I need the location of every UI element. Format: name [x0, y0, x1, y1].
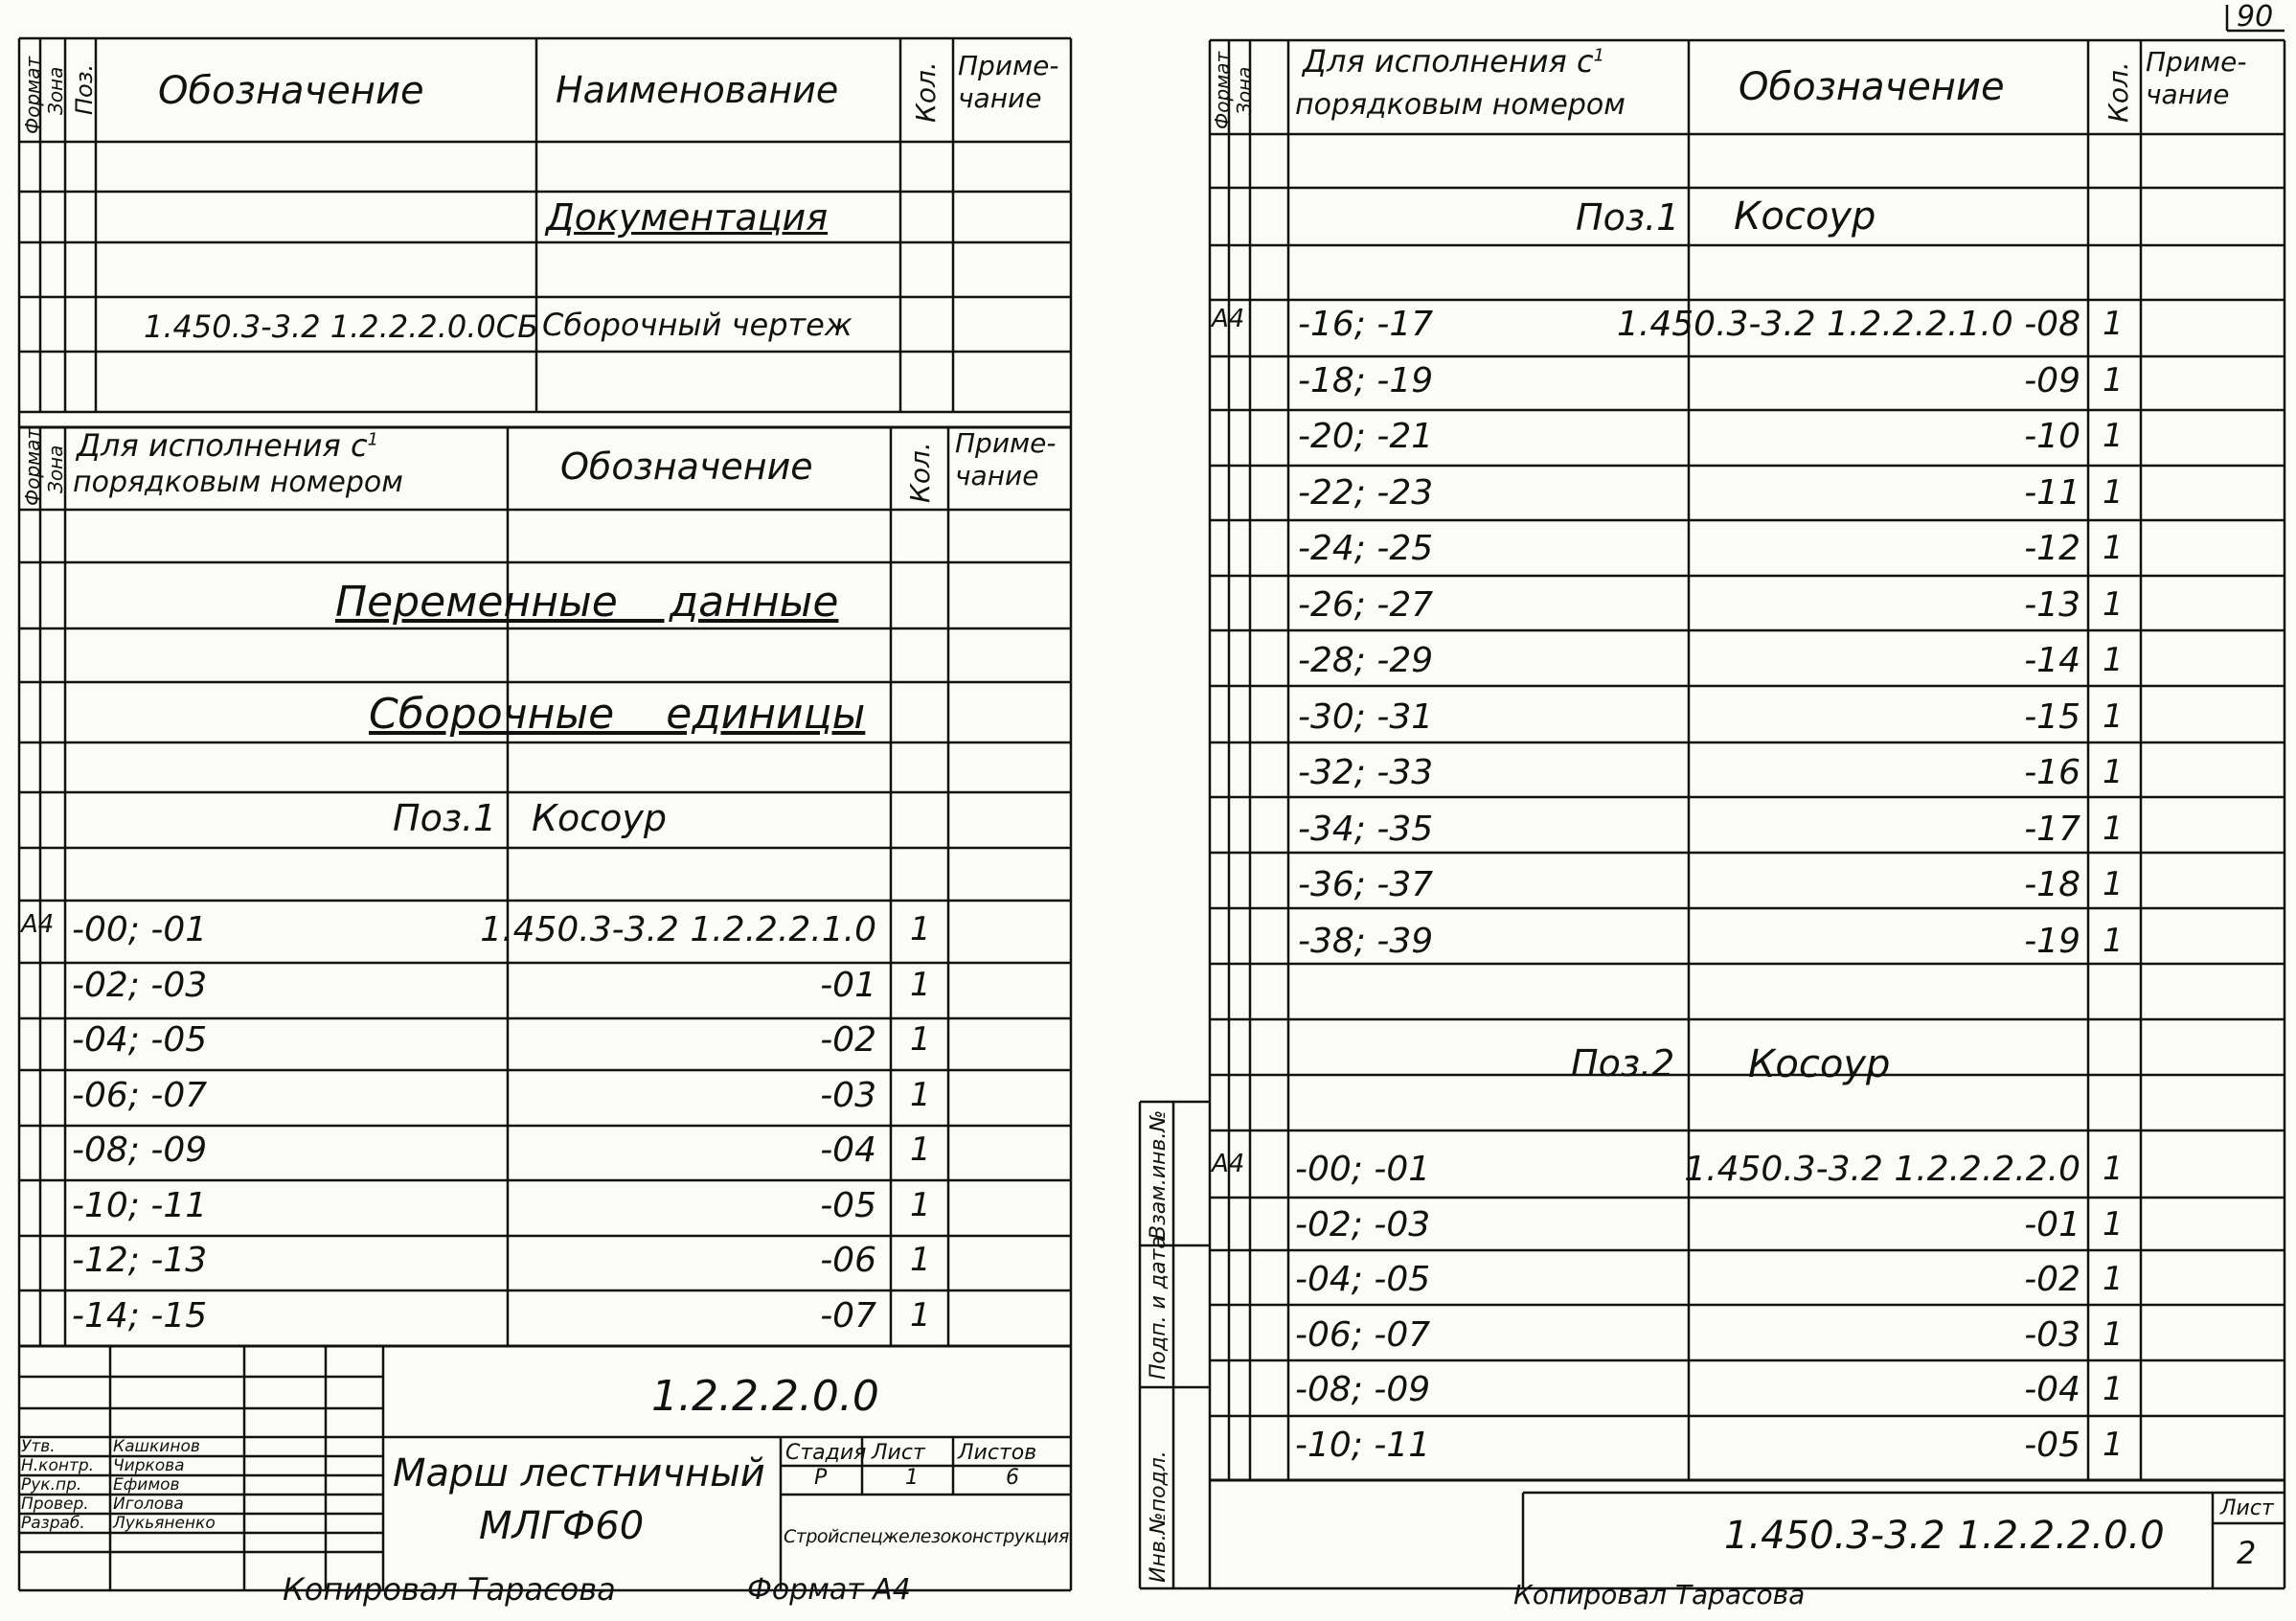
- row-variant: -10; -11: [1295, 1425, 1431, 1465]
- row-designation: -12: [2024, 529, 2080, 568]
- right-header-format: Формат: [1211, 51, 1234, 129]
- row-designation: -02: [820, 1020, 876, 1060]
- row-designation: -02: [2024, 1260, 2080, 1299]
- signer-name: Лукьяненко: [113, 1514, 216, 1533]
- left-header-format: Формат: [21, 56, 44, 134]
- row-variant: -22; -23: [1298, 472, 1434, 513]
- sheets-label: Листов: [958, 1441, 1037, 1465]
- row-designation: 1.450.3-3.2 1.2.2.2.2.0: [1684, 1150, 2080, 1189]
- signer-name: Чиркова: [113, 1456, 185, 1475]
- row-designation: -04: [2024, 1370, 2080, 1409]
- stage-value: Р: [814, 1466, 828, 1490]
- sheet-label: Лист: [872, 1441, 925, 1465]
- left-title-code: 1.2.2.2.0.0: [651, 1372, 879, 1421]
- left-header-pos: Поз.: [71, 63, 98, 115]
- right-pos1-name: Косоур: [1734, 194, 1876, 239]
- signer-role: Рук.пр.: [21, 1475, 82, 1495]
- left-title-line1: Марш лестничный: [393, 1451, 765, 1495]
- row-qty: 1: [2103, 1204, 2124, 1244]
- row-designation: -01: [2024, 1204, 2080, 1244]
- row-qty: 1: [910, 910, 931, 948]
- signer-name: Кашкинов: [113, 1437, 200, 1456]
- left-header-qty: Кол.: [910, 61, 942, 123]
- side-label-replace-inv: Взам.инв.№: [1147, 1109, 1171, 1240]
- row-designation: -04: [820, 1130, 876, 1170]
- left-format: Формат А4: [747, 1573, 911, 1607]
- side-label-inv: Инв.№подл.: [1147, 1450, 1171, 1583]
- row-qty: 1: [2103, 641, 2124, 679]
- row-variant: -08; -09: [1295, 1370, 1431, 1409]
- row-designation: -13: [2024, 584, 2080, 625]
- row-qty: 1: [910, 1295, 931, 1335]
- row-variant: -04; -05: [1295, 1260, 1431, 1299]
- row-qty: 1: [910, 1075, 931, 1114]
- row-designation: -14: [2024, 641, 2080, 680]
- row-designation: -16: [2024, 753, 2080, 792]
- row-designation: -03: [2024, 1314, 2080, 1355]
- var-header-variant-l2: порядковым номером: [73, 466, 403, 499]
- row-qty: 1: [910, 965, 931, 1004]
- page-number: 90: [2237, 0, 2274, 34]
- signer-role: Утв.: [21, 1437, 56, 1456]
- row-variant: -16; -17: [1298, 305, 1434, 344]
- row-variant: -34; -35: [1298, 809, 1434, 849]
- row-qty: 1: [910, 1020, 931, 1059]
- row-designation: -07: [820, 1295, 876, 1336]
- row-designation: -11: [2024, 472, 2080, 513]
- row-format: А4: [1212, 305, 1245, 333]
- row-qty: 1: [2103, 696, 2124, 736]
- row-designation: -15: [2024, 696, 2080, 737]
- var-header-variant-l1: Для исполнения $с^1$: [77, 427, 379, 464]
- left-header-name: Наименование: [556, 69, 839, 111]
- row-qty: 1: [910, 1185, 931, 1224]
- side-label-sign-date: Подп. и дата: [1147, 1236, 1171, 1380]
- left-pos1-label: Поз.1: [393, 797, 497, 839]
- left-header-zone: Зона: [44, 66, 67, 115]
- row-designation: -18: [2024, 865, 2080, 904]
- right-header-variant-l1: Для исполнения $с^1$: [1303, 43, 1605, 80]
- row-variant: -10; -11: [72, 1185, 208, 1225]
- row-variant: -36; -37: [1298, 865, 1434, 904]
- right-pos1-label: Поз.1: [1576, 196, 1680, 239]
- row-variant: -26; -27: [1298, 584, 1434, 625]
- var-header-zone: Зона: [44, 445, 67, 493]
- row-variant: -14; -15: [72, 1295, 208, 1336]
- row-variant: -04; -05: [72, 1020, 208, 1060]
- right-pos2-label: Поз.2: [1571, 1042, 1675, 1084]
- row-designation: -17: [2024, 809, 2080, 849]
- left-copied: Копировал Тарасова: [283, 1571, 616, 1608]
- signer-role: Н.контр.: [21, 1456, 95, 1475]
- row-qty: 1: [2103, 472, 2124, 512]
- left-header-note: Приме- чание: [958, 50, 1059, 114]
- row-qty: 1: [2103, 1260, 2124, 1298]
- row-variant: -28; -29: [1298, 641, 1434, 680]
- row-variant: -00; -01: [1295, 1150, 1431, 1189]
- row-designation: -01: [820, 965, 876, 1005]
- row-designation: -09: [2024, 360, 2080, 400]
- row-designation: -05: [820, 1185, 876, 1225]
- row-qty: 1: [2103, 1150, 2124, 1188]
- signer-role: Провер.: [21, 1495, 89, 1514]
- left-header-designation: Обозначение: [158, 69, 424, 113]
- right-header-note: Приме- чание: [2146, 46, 2247, 110]
- right-header-zone: Зона: [1233, 66, 1256, 115]
- right-header-designation: Обозначение: [1739, 65, 2005, 109]
- right-sheet-label: Лист: [2220, 1496, 2274, 1520]
- row-qty: 1: [2103, 921, 2124, 960]
- row-qty: 1: [2103, 584, 2124, 624]
- right-sheet-no: 2: [2237, 1535, 2257, 1571]
- signer-name: Ефимов: [113, 1475, 180, 1495]
- doc-section-title: Документация: [546, 196, 829, 239]
- org-name: Стройспецжелезоконструкция: [784, 1526, 1069, 1547]
- signer-name: Иголова: [113, 1495, 184, 1514]
- row-designation: 1.450.3-3.2 1.2.2.2.1.0: [480, 910, 876, 949]
- right-footer-code: 1.450.3-3.2 1.2.2.2.0.0: [1724, 1514, 2165, 1558]
- row-qty: 1: [910, 1241, 931, 1279]
- row-variant: -00; -01: [72, 910, 208, 949]
- row-qty: 1: [910, 1130, 931, 1169]
- row-variant: -06; -07: [1295, 1314, 1431, 1355]
- row-format: А4: [21, 910, 55, 939]
- row-qty: 1: [2103, 1425, 2124, 1464]
- row-variant: -30; -31: [1298, 696, 1434, 737]
- row-variant: -02; -03: [1295, 1204, 1431, 1244]
- doc-row-name: Сборочный чертеж: [542, 307, 852, 343]
- signer-role: Разраб.: [21, 1514, 85, 1533]
- row-designation: -03: [820, 1075, 876, 1115]
- row-qty: 1: [2103, 1370, 2124, 1408]
- row-qty: 1: [2103, 417, 2124, 455]
- row-format: А4: [1212, 1150, 1245, 1178]
- var-header-qty: Кол.: [904, 442, 936, 503]
- row-variant: -20; -21: [1298, 417, 1434, 456]
- right-copied: Копировал Тарасова: [1513, 1579, 1806, 1610]
- row-variant: -12; -13: [72, 1241, 208, 1280]
- row-variant: -06; -07: [72, 1075, 208, 1115]
- row-designation: -10: [2024, 417, 2080, 456]
- right-header-qty: Кол.: [2103, 61, 2134, 123]
- row-variant: -08; -09: [72, 1130, 208, 1170]
- row-qty: 1: [2103, 1314, 2124, 1354]
- var-header-designation: Обозначение: [560, 445, 813, 488]
- row-variant: -38; -39: [1298, 921, 1434, 961]
- row-designation: -05: [2024, 1425, 2080, 1465]
- row-variant: -24; -25: [1298, 529, 1434, 568]
- sheet-value: 1: [905, 1466, 919, 1490]
- row-qty: 1: [2103, 753, 2124, 791]
- row-qty: 1: [2103, 809, 2124, 848]
- left-title-line2: МЛГФ60: [479, 1504, 645, 1548]
- row-qty: 1: [2103, 305, 2124, 343]
- row-variant: -18; -19: [1298, 360, 1434, 400]
- row-qty: 1: [2103, 529, 2124, 567]
- right-pos2-name: Косоур: [1748, 1042, 1891, 1086]
- assembly-units-title: Сборочные единицы: [369, 690, 866, 739]
- left-pos1-name: Косоур: [532, 797, 667, 839]
- row-designation: -06: [820, 1241, 876, 1280]
- row-designation: -19: [2024, 921, 2080, 961]
- row-variant: -32; -33: [1298, 753, 1434, 792]
- doc-row-designation: 1.450.3-3.2 1.2.2.2.0.0СБ: [144, 308, 539, 345]
- variable-data-title: Переменные данные: [335, 578, 839, 627]
- row-qty: 1: [2103, 865, 2124, 903]
- stage-label: Стадия: [785, 1441, 867, 1465]
- right-header-variant-l2: порядковым номером: [1295, 88, 1625, 122]
- row-variant: -02; -03: [72, 965, 208, 1005]
- row-designation: 1.450.3-3.2 1.2.2.2.1.0 -08: [1617, 305, 2080, 344]
- row-qty: 1: [2103, 360, 2124, 400]
- var-header-format: Формат: [21, 427, 44, 506]
- var-header-note: Приме- чание: [955, 427, 1057, 491]
- sheets-value: 6: [1006, 1466, 1019, 1490]
